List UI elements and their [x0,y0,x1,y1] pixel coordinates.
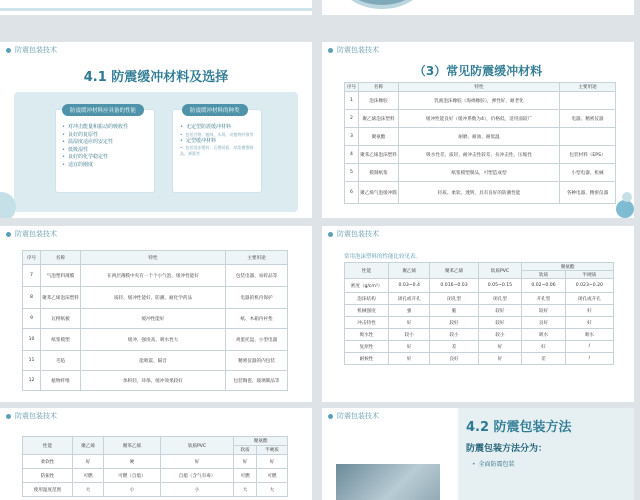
table-row: 4 聚苯乙烯泡沫塑料 吸水性差，质轻、耐冲击性较差、抗冲击性、压缩性 包装材料（EPS） [345,146,616,164]
table-row: 9 瓦楞纸板 缓冲性能好 纸、木箱内衬垫 [23,309,288,329]
slide-title: （3）常见防震缓冲材料 [413,64,543,78]
slide-foam-comparison[interactable] [322,226,634,402]
slide-header: 防震包装技术 [322,42,379,58]
method-list: • 全面防震包装 [472,461,515,469]
slide-header: 防震包装技术 [0,42,57,58]
slide-header: 防震包装技术 [322,226,379,242]
table-row: 8 聚苯乙烯泡沫塑料 质轻、缓冲性能好、防潮、耐化学药品 电器的机内保护 [23,287,288,309]
table-row: 2 聚乙烯泡沫塑料 缓冲性能良好（缓冲系数为4），价格低，适用面较广 电器、精密仪器 [345,110,616,128]
table-caption: 常用泡沫塑料的性能比较见表。 [344,254,422,260]
slide-top-left-partial[interactable] [0,0,312,15]
slide-4-1[interactable] [0,42,312,218]
slide-foam-comparison-continued[interactable] [0,408,312,500]
foam-comparison-table: 性能 聚乙烯 聚苯乙烯 软质PVC 聚氨酯 软质 半硬质 密度（g/cm³） 0.03~0.4 0.016~0.03 0.05~0.15 0.02~0.06 0.023~0.20 泡沫结构 闭孔或开孔 闭孔型 闭孔型 开孔型 闭孔或开孔 机械强度 强 脆 较好 较好 好 冲击特性 好 较好 较好 良好 好 吸水性 较小 较小 较小 吸水 吸水 复原性 好 差 好 好 / 耐候性 好 良好 好 差 / [344,262,614,365]
table-row: 柔软性 好 硬 好 好 好 [23,455,288,469]
performance-box-title: 防震缓冲材料应具备的性能 [62,104,144,116]
table-row: 耐候性 好 良好 好 差 / [345,353,614,365]
slide-header: 防震包装技术 [322,408,379,424]
image-circle [342,0,422,9]
table-row: 7 气泡塑料薄膜 在两层薄膜中夹有一个个小气泡，缓冲性能好 包装电器、易碎品等 [23,265,288,287]
slide-title: 4.2 防震包装方法 [466,420,572,435]
table-row: 6 聚乙烯气泡缓冲膜 轻质、柔软、透明，具有良好的防潮性能 各种电器、精密仪器 [345,182,616,204]
photo-handshake-image [336,464,440,500]
slide-subtitle: 防震包装方法分为： [466,444,548,454]
table-row: 12 植物纤维 体积轻，环保、缓冲效果较好 包装陶瓷、玻璃制品等 [23,371,288,391]
slide-4-2[interactable] [322,408,634,500]
slide-materials-continued[interactable] [0,226,312,402]
materials-table: 序号 名称 特性 主要用途 1 泡沫橡胶 乳液泡沫橡胶（海绵橡胶），弹性好，耐老化 2 聚乙烯泡沫塑料 缓冲性能良好（缓冲系数为4），价格低，适用面较广 电器、精密仪器 3 聚氨酯 耐磨、耐油、耐低温 4 聚苯乙烯泡沫塑料 吸水性差，质轻、耐冲击性较差、抗冲击性、压缩性 包装材料（EPS） 5 模制纸浆 纸浆模塑制品，可塑造成型 小型电器、机械 6 聚乙烯气泡缓冲膜 轻质、柔软、透明，具有良好的防潮性能 各种电器、精密仪器 [344,82,616,204]
slide-header: 防震包装技术 [0,408,57,424]
slide-top-right-partial[interactable] [322,0,634,15]
slide-common-materials[interactable] [322,42,634,218]
decor-circle [622,192,632,202]
types-list: • 无定型防震缓冲材料 • 包括谷物、植绒、木屑、动植物纤维等 • 定型缓冲材料 • 包括泡沫塑料、瓦楞纸板、纸浆模塑制品、弹簧等 [180,124,258,157]
header-dot-icon [328,414,333,419]
table-row: 5 模制纸浆 纸浆模塑制品，可塑造成型 小型电器、机械 [345,164,616,182]
types-box-title: 防震缓冲材料的种类 [182,104,248,116]
header-dot-icon [328,232,333,237]
table-row: 机械强度 强 脆 较好 较好 好 [345,305,614,317]
foam-comparison-table-2: 性能 聚乙烯 聚苯乙烯 软质PVC 聚氨酯 软质 半硬质 柔软性 好 硬 好 好 好 防振性 可燃 可燃（自熄） 自熄（含气有毒） 可燃 可燃 使用温度范围 大 小 小 大 大 [22,436,288,497]
slide-header: 防震包装技术 [0,226,57,242]
table-row: 使用温度范围 大 小 小 大 大 [23,483,288,497]
header-dot-icon [6,232,11,237]
header-dot-icon [328,48,333,53]
slide-title: 4.1 防震缓冲材料及选择 [83,70,229,85]
header-dot-icon [6,414,11,419]
table-row: 泡沫结构 闭孔或开孔 闭孔型 闭孔型 开孔型 闭孔或开孔 [345,293,614,305]
header-dot-icon [6,48,11,53]
table-row: 10 纸浆模塑 缓冲、强度高、吸水性大 鸡蛋托盘、小型电器 [23,329,288,351]
table-row: 1 泡沫橡胶 乳液泡沫橡胶（海绵橡胶），弹性好，耐老化 [345,92,616,110]
table-row: 复原性 好 差 好 好 / [345,341,614,353]
table-row: 防振性 可燃 可燃（自熄） 自熄（含气有毒） 可燃 可燃 [23,469,288,483]
table-row: 11 毛毡 能吸震、隔音 精密仪器的内包装 [23,351,288,371]
materials-table-2: 序号 名称 特性 主要用途 7 气泡塑料薄膜 在两层薄膜中夹有一个个小气泡，缓冲性能好 包装电器、易碎品等 8 聚苯乙烯泡沫塑料 质轻、缓冲性能好、防潮、耐化学药品 电器的机内保护 9 瓦楞纸板 缓冲性能好 纸、木箱内衬垫 10 纸浆模塑 缓冲、强度高、吸水性大 鸡蛋托盘、小型电器 11 毛毡 能吸震、隔音 精密仪器的内包装 12 植物纤维 体积轻，环保、缓冲效果较好 包装陶瓷、玻璃制品等 [22,250,288,391]
table-row: 吸水性 较小 较小 较小 吸水 吸水 [345,329,614,341]
slide-footer-bar [0,8,312,11]
decor-circle [616,200,634,218]
performance-list: • 对冲击能量和振动的吸收性 • 良好的复原性 • 温湿度适应的安定性 • 低吸湿性 • 良好的化学稳定性 • 适宜的刚度 [62,124,128,169]
table-row: 冲击特性 好 较好 较好 良好 好 [345,317,614,329]
table-row: 3 聚氨酯 耐磨、耐油、耐低温 [345,128,616,146]
table-row: 密度（g/cm³） 0.03~0.4 0.016~0.03 0.05~0.15 0.02~0.06 0.023~0.20 [345,279,614,293]
